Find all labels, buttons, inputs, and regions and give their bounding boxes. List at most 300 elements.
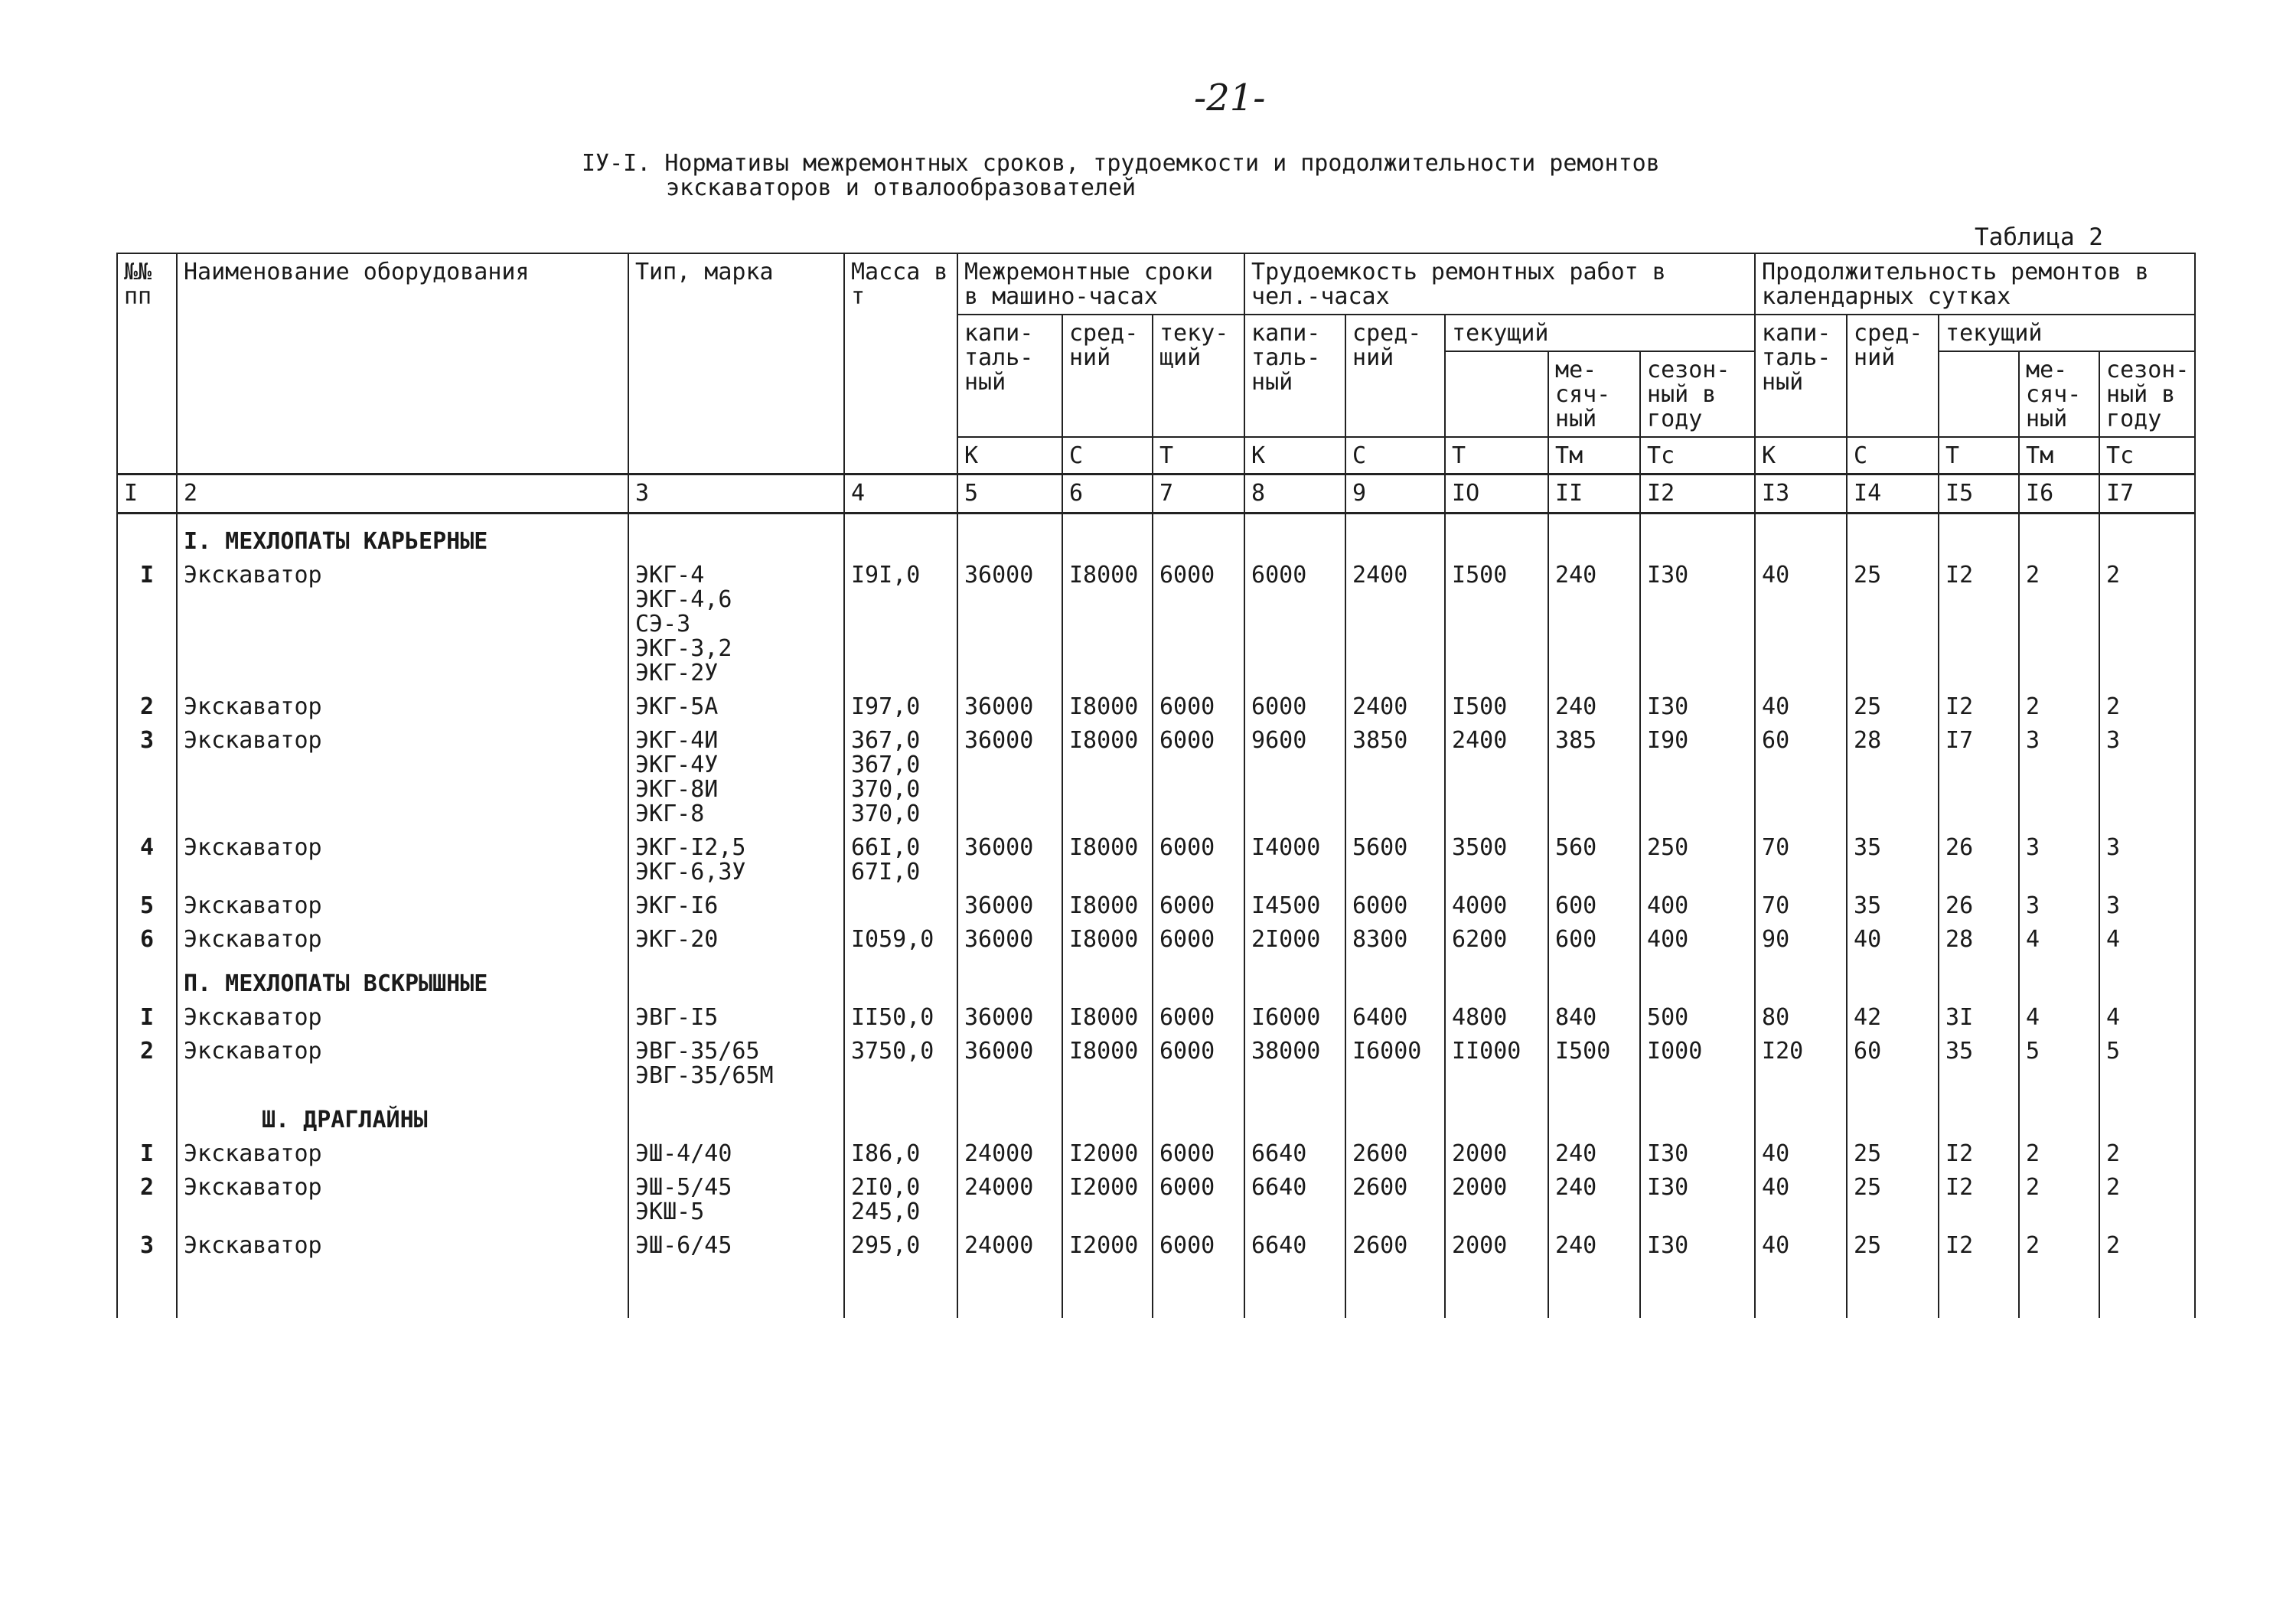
- labor-current: 3500: [1445, 831, 1548, 889]
- empty-cell: [1640, 957, 1755, 1001]
- equipment-name: Экскаватор: [177, 690, 628, 724]
- table-row: [117, 831, 2195, 889]
- empty-cell: [117, 514, 177, 559]
- labor-medium: I6000: [1345, 1035, 1445, 1093]
- empty-cell: [844, 1093, 957, 1137]
- duration-seasonal: 2: [2099, 559, 2195, 690]
- empty-cell: [1640, 1263, 1755, 1318]
- empty-cell: [2099, 514, 2195, 559]
- labor-medium: 2600: [1345, 1171, 1445, 1229]
- header-intervals: Межремонтные сроки в машино-часах: [957, 253, 1244, 315]
- duration-medium: 25: [1847, 1229, 1939, 1263]
- duration-current: 28: [1939, 923, 2019, 957]
- labor-capital: I4500: [1244, 889, 1345, 923]
- interval-capital: 36000: [957, 724, 1062, 831]
- labor-capital: I6000: [1244, 1001, 1345, 1035]
- header-num: №№ пп: [117, 253, 177, 474]
- duration-medium: 25: [1847, 1171, 1939, 1229]
- empty-cell: [1445, 1263, 1548, 1318]
- labor-medium: 6400: [1345, 1001, 1445, 1035]
- empty-cell: [1345, 514, 1445, 559]
- empty-cell: [1548, 514, 1640, 559]
- row-number: I: [117, 559, 177, 690]
- labor-monthly: 600: [1548, 923, 1640, 957]
- empty-cell: [117, 1263, 177, 1318]
- empty-cell: [1244, 1263, 1345, 1318]
- empty-cell: [1062, 1263, 1153, 1318]
- labor-seasonal: 400: [1640, 889, 1755, 923]
- labor-seasonal: I90: [1640, 724, 1755, 831]
- table-row: [117, 1035, 2195, 1093]
- labor-current: I500: [1445, 690, 1548, 724]
- header-mass: Масса в т: [844, 253, 957, 474]
- header-int-medium: сред-ний: [1062, 315, 1153, 437]
- duration-monthly: 2: [2019, 1229, 2099, 1263]
- mass: [844, 889, 957, 923]
- duration-monthly: 2: [2019, 690, 2099, 724]
- sym-t: Т: [1153, 437, 1244, 474]
- title-line-1: IУ-I. Нормативы межремонтных сроков, трудоемкости и продолжительности ремонтов: [582, 150, 1660, 177]
- empty-cell: [844, 514, 957, 559]
- empty-cell: [1847, 514, 1939, 559]
- labor-medium: 3850: [1345, 724, 1445, 831]
- empty-cell: [1939, 514, 2019, 559]
- labor-monthly: 240: [1548, 559, 1640, 690]
- interval-medium: I8000: [1062, 559, 1153, 690]
- row-number: 3: [117, 1229, 177, 1263]
- empty-cell: [1640, 1093, 1755, 1137]
- duration-seasonal: 3: [2099, 889, 2195, 923]
- duration-medium: 25: [1847, 690, 1939, 724]
- header-dur-capital: капи-таль-ный: [1755, 315, 1847, 437]
- mass: 66I,0 67I,0: [844, 831, 957, 889]
- section-row: [117, 514, 2195, 559]
- duration-monthly: 3: [2019, 724, 2099, 831]
- table-bottom-spacer: [117, 1263, 2195, 1318]
- duration-monthly: 2: [2019, 559, 2099, 690]
- duration-seasonal: 2: [2099, 1229, 2195, 1263]
- duration-seasonal: 4: [2099, 1001, 2195, 1035]
- empty-cell: [117, 957, 177, 1001]
- mass: I97,0: [844, 690, 957, 724]
- empty-cell: [1847, 1263, 1939, 1318]
- row-number: 4: [117, 831, 177, 889]
- mass: I059,0: [844, 923, 957, 957]
- table-row: [117, 923, 2195, 957]
- labor-monthly: 560: [1548, 831, 1640, 889]
- interval-medium: I8000: [1062, 724, 1153, 831]
- duration-seasonal: 5: [2099, 1035, 2195, 1093]
- duration-current: I2: [1939, 1229, 2019, 1263]
- empty-cell: [1939, 1093, 2019, 1137]
- col-number: 4: [844, 474, 957, 514]
- duration-capital: 90: [1755, 923, 1847, 957]
- labor-current: 6200: [1445, 923, 1548, 957]
- section-title: П. МЕХЛОПАТЫ ВСКРЫШНЫЕ: [177, 957, 628, 1001]
- equipment-type: ЭВГ-I5: [628, 1001, 844, 1035]
- empty-cell: [1153, 1093, 1244, 1137]
- col-number: 5: [957, 474, 1062, 514]
- duration-medium: 25: [1847, 559, 1939, 690]
- labor-seasonal: I000: [1640, 1035, 1755, 1093]
- labor-seasonal: I30: [1640, 1171, 1755, 1229]
- labor-seasonal: 400: [1640, 923, 1755, 957]
- interval-capital: 36000: [957, 1035, 1062, 1093]
- row-number: 6: [117, 923, 177, 957]
- header-type: Тип, марка: [628, 253, 844, 474]
- header-labor: Трудоемкость ремонтных работ в чел.-часах: [1244, 253, 1755, 315]
- duration-monthly: 4: [2019, 923, 2099, 957]
- duration-current: I7: [1939, 724, 2019, 831]
- sym-tm: Тм: [1548, 437, 1640, 474]
- section-title: Ш. ДРАГЛАЙНЫ: [177, 1093, 628, 1137]
- header-dur-seasonal: сезон-ный в году: [2099, 351, 2195, 437]
- labor-medium: 5600: [1345, 831, 1445, 889]
- empty-cell: [1755, 1093, 1847, 1137]
- equipment-type: ЭВГ-35/65 ЭВГ-35/65М: [628, 1035, 844, 1093]
- interval-current: 6000: [1153, 1171, 1244, 1229]
- col-number: I7: [2099, 474, 2195, 514]
- empty-cell: [1445, 514, 1548, 559]
- labor-capital: 6640: [1244, 1171, 1345, 1229]
- interval-current: 6000: [1153, 831, 1244, 889]
- col-number: I5: [1939, 474, 2019, 514]
- duration-capital: 40: [1755, 1137, 1847, 1171]
- labor-monthly: 240: [1548, 1229, 1640, 1263]
- duration-seasonal: 2: [2099, 690, 2195, 724]
- header-lab-monthly: ме-сяч-ный: [1548, 351, 1640, 437]
- interval-medium: I8000: [1062, 1035, 1153, 1093]
- col-number: 3: [628, 474, 844, 514]
- empty-cell: [1062, 514, 1153, 559]
- mass: I86,0: [844, 1137, 957, 1171]
- sym-c: С: [1345, 437, 1445, 474]
- header-lab-medium: сред-ний: [1345, 315, 1445, 437]
- column-number-row: [117, 474, 2195, 514]
- empty-cell: [2019, 1093, 2099, 1137]
- labor-capital: I4000: [1244, 831, 1345, 889]
- header-dur-medium: сред-ний: [1847, 315, 1939, 437]
- empty-cell: [628, 1093, 844, 1137]
- col-number: 2: [177, 474, 628, 514]
- empty-cell: [844, 957, 957, 1001]
- equipment-name: Экскаватор: [177, 831, 628, 889]
- duration-capital: I20: [1755, 1035, 1847, 1093]
- col-number: II: [1548, 474, 1640, 514]
- col-number: I6: [2019, 474, 2099, 514]
- labor-capital: 6000: [1244, 690, 1345, 724]
- equipment-type: ЭКГ-4 ЭКГ-4,6 СЭ-3 ЭКГ-3,2 ЭКГ-2У: [628, 559, 844, 690]
- interval-medium: I8000: [1062, 889, 1153, 923]
- interval-medium: I8000: [1062, 690, 1153, 724]
- section-title: I. МЕХЛОПАТЫ КАРЬЕРНЫЕ: [177, 514, 628, 559]
- sym-c: С: [1847, 437, 1939, 474]
- empty-cell: [2019, 514, 2099, 559]
- duration-medium: 60: [1847, 1035, 1939, 1093]
- equipment-type: ЭКГ-I2,5 ЭКГ-6,3У: [628, 831, 844, 889]
- col-number: I3: [1755, 474, 1847, 514]
- duration-current: I2: [1939, 1171, 2019, 1229]
- labor-medium: 8300: [1345, 923, 1445, 957]
- empty-cell: [957, 1263, 1062, 1318]
- labor-seasonal: 500: [1640, 1001, 1755, 1035]
- mass: I9I,0: [844, 559, 957, 690]
- empty-cell: [1548, 1263, 1640, 1318]
- interval-capital: 36000: [957, 690, 1062, 724]
- equipment-type: ЭШ-6/45: [628, 1229, 844, 1263]
- repair-norms-table: [116, 253, 2196, 1318]
- empty-cell: [1640, 514, 1755, 559]
- labor-medium: 2400: [1345, 559, 1445, 690]
- empty-cell: [957, 514, 1062, 559]
- empty-cell: [2099, 1263, 2195, 1318]
- interval-current: 6000: [1153, 724, 1244, 831]
- sym-t: Т: [1939, 437, 2019, 474]
- row-number: 2: [117, 1171, 177, 1229]
- interval-medium: I2000: [1062, 1229, 1153, 1263]
- interval-capital: 36000: [957, 1001, 1062, 1035]
- empty-cell: [1244, 1093, 1345, 1137]
- duration-capital: 40: [1755, 1171, 1847, 1229]
- duration-monthly: 3: [2019, 889, 2099, 923]
- col-number: I4: [1847, 474, 1939, 514]
- duration-medium: 28: [1847, 724, 1939, 831]
- mass: 2I0,0 245,0: [844, 1171, 957, 1229]
- duration-capital: 80: [1755, 1001, 1847, 1035]
- mass: 3750,0: [844, 1035, 957, 1093]
- empty-cell: [1345, 1093, 1445, 1137]
- labor-current: I500: [1445, 559, 1548, 690]
- sym-tc: Тс: [2099, 437, 2195, 474]
- table-row: [117, 690, 2195, 724]
- duration-current: I2: [1939, 1137, 2019, 1171]
- duration-medium: 35: [1847, 889, 1939, 923]
- title-line-2: экскаваторов и отвалообразователей: [666, 174, 1137, 201]
- labor-current: 2400: [1445, 724, 1548, 831]
- duration-current: 35: [1939, 1035, 2019, 1093]
- header-int-current: теку-щий: [1153, 315, 1244, 437]
- header-dur-current: текущий: [1939, 315, 2195, 351]
- equipment-name: Экскаватор: [177, 559, 628, 690]
- empty-cell: [1153, 1263, 1244, 1318]
- labor-current: 4800: [1445, 1001, 1548, 1035]
- labor-monthly: 240: [1548, 1137, 1640, 1171]
- mass: II50,0: [844, 1001, 957, 1035]
- empty-cell: [844, 1263, 957, 1318]
- labor-seasonal: I30: [1640, 559, 1755, 690]
- table-row: [117, 889, 2195, 923]
- empty-cell: [117, 1093, 177, 1137]
- header-duration: Продолжительность ремонтов в календарных сутках: [1755, 253, 2195, 315]
- interval-current: 6000: [1153, 1001, 1244, 1035]
- labor-capital: 6000: [1244, 559, 1345, 690]
- empty-cell: [957, 1093, 1062, 1137]
- sym-tm: Тм: [2019, 437, 2099, 474]
- table-body: [117, 474, 2195, 1319]
- interval-capital: 24000: [957, 1171, 1062, 1229]
- section-row: [117, 1093, 2195, 1137]
- interval-capital: 36000: [957, 831, 1062, 889]
- duration-current: I2: [1939, 559, 2019, 690]
- duration-current: 26: [1939, 831, 2019, 889]
- table-row: [117, 1171, 2195, 1229]
- labor-medium: 6000: [1345, 889, 1445, 923]
- equipment-name: Экскаватор: [177, 1171, 628, 1229]
- row-number: 5: [117, 889, 177, 923]
- col-number: 9: [1345, 474, 1445, 514]
- empty-cell: [2099, 1093, 2195, 1137]
- duration-monthly: 2: [2019, 1137, 2099, 1171]
- duration-monthly: 4: [2019, 1001, 2099, 1035]
- empty-cell: [1244, 514, 1345, 559]
- duration-seasonal: 3: [2099, 724, 2195, 831]
- empty-cell: [2019, 1263, 2099, 1318]
- header-lab-t-blank: [1445, 351, 1548, 437]
- duration-capital: 70: [1755, 831, 1847, 889]
- labor-monthly: 240: [1548, 690, 1640, 724]
- labor-monthly: I500: [1548, 1035, 1640, 1093]
- empty-cell: [1445, 1093, 1548, 1137]
- empty-cell: [628, 514, 844, 559]
- duration-seasonal: 3: [2099, 831, 2195, 889]
- empty-cell: [1847, 957, 1939, 1001]
- row-number: I: [117, 1001, 177, 1035]
- duration-capital: 40: [1755, 690, 1847, 724]
- labor-capital: 6640: [1244, 1229, 1345, 1263]
- page-number: -21-: [1194, 77, 1266, 119]
- equipment-name: Экскаватор: [177, 889, 628, 923]
- labor-capital: 9600: [1244, 724, 1345, 831]
- labor-current: 2000: [1445, 1137, 1548, 1171]
- duration-current: 3I: [1939, 1001, 2019, 1035]
- interval-medium: I8000: [1062, 831, 1153, 889]
- interval-capital: 36000: [957, 559, 1062, 690]
- interval-capital: 36000: [957, 889, 1062, 923]
- duration-medium: 25: [1847, 1137, 1939, 1171]
- row-number: 2: [117, 690, 177, 724]
- empty-cell: [1755, 514, 1847, 559]
- duration-monthly: 5: [2019, 1035, 2099, 1093]
- empty-cell: [1939, 1263, 2019, 1318]
- header-dur-t-blank: [1939, 351, 2019, 437]
- duration-medium: 35: [1847, 831, 1939, 889]
- interval-capital: 36000: [957, 923, 1062, 957]
- labor-current: II000: [1445, 1035, 1548, 1093]
- labor-medium: 2400: [1345, 690, 1445, 724]
- empty-cell: [1062, 957, 1153, 1001]
- empty-cell: [1755, 957, 1847, 1001]
- duration-capital: 70: [1755, 889, 1847, 923]
- duration-monthly: 3: [2019, 831, 2099, 889]
- empty-cell: [1153, 514, 1244, 559]
- interval-capital: 24000: [957, 1137, 1062, 1171]
- interval-current: 6000: [1153, 923, 1244, 957]
- duration-seasonal: 2: [2099, 1171, 2195, 1229]
- equipment-type: ЭКГ-I6: [628, 889, 844, 923]
- equipment-type: ЭКГ-4И ЭКГ-4У ЭКГ-8И ЭКГ-8: [628, 724, 844, 831]
- header-lab-capital: капи-таль-ный: [1244, 315, 1345, 437]
- equipment-name: Экскаватор: [177, 923, 628, 957]
- labor-medium: 2600: [1345, 1229, 1445, 1263]
- labor-monthly: 600: [1548, 889, 1640, 923]
- table-row: [117, 559, 2195, 690]
- empty-cell: [1755, 1263, 1847, 1318]
- header-dur-monthly: ме-сяч-ный: [2019, 351, 2099, 437]
- header-name: Наименование оборудования: [177, 253, 628, 474]
- labor-current: 4000: [1445, 889, 1548, 923]
- table-row: [117, 724, 2195, 831]
- row-number: I: [117, 1137, 177, 1171]
- duration-medium: 40: [1847, 923, 1939, 957]
- col-number: 6: [1062, 474, 1153, 514]
- labor-monthly: 240: [1548, 1171, 1640, 1229]
- empty-cell: [1548, 1093, 1640, 1137]
- empty-cell: [1548, 957, 1640, 1001]
- table-row: [117, 1001, 2195, 1035]
- duration-seasonal: 2: [2099, 1137, 2195, 1171]
- duration-capital: 40: [1755, 559, 1847, 690]
- col-number: 8: [1244, 474, 1345, 514]
- empty-cell: [2019, 957, 2099, 1001]
- empty-cell: [1345, 957, 1445, 1001]
- equipment-type: ЭКГ-5А: [628, 690, 844, 724]
- sym-k: К: [1755, 437, 1847, 474]
- sym-k: К: [957, 437, 1062, 474]
- empty-cell: [1445, 957, 1548, 1001]
- interval-medium: I2000: [1062, 1171, 1153, 1229]
- duration-current: I2: [1939, 690, 2019, 724]
- labor-medium: 2600: [1345, 1137, 1445, 1171]
- header-int-capital: капи-таль-ный: [957, 315, 1062, 437]
- empty-cell: [1345, 1263, 1445, 1318]
- col-number: I2: [1640, 474, 1755, 514]
- duration-capital: 60: [1755, 724, 1847, 831]
- empty-cell: [177, 1263, 628, 1318]
- labor-seasonal: I30: [1640, 1229, 1755, 1263]
- equipment-name: Экскаватор: [177, 1001, 628, 1035]
- interval-current: 6000: [1153, 1137, 1244, 1171]
- interval-medium: I2000: [1062, 1137, 1153, 1171]
- labor-seasonal: I30: [1640, 690, 1755, 724]
- table-row: [117, 1229, 2195, 1263]
- row-number: 2: [117, 1035, 177, 1093]
- equipment-name: Экскаватор: [177, 1137, 628, 1171]
- empty-cell: [628, 1263, 844, 1318]
- duration-current: 26: [1939, 889, 2019, 923]
- equipment-name: Экскаватор: [177, 724, 628, 831]
- equipment-type: ЭШ-5/45 ЭКШ-5: [628, 1171, 844, 1229]
- sym-k: К: [1244, 437, 1345, 474]
- labor-monthly: 840: [1548, 1001, 1640, 1035]
- equipment-name: Экскаватор: [177, 1229, 628, 1263]
- duration-medium: 42: [1847, 1001, 1939, 1035]
- header-lab-seasonal: сезон-ный в году: [1640, 351, 1755, 437]
- interval-capital: 24000: [957, 1229, 1062, 1263]
- duration-monthly: 2: [2019, 1171, 2099, 1229]
- interval-current: 6000: [1153, 1229, 1244, 1263]
- empty-cell: [1062, 1093, 1153, 1137]
- empty-cell: [1847, 1093, 1939, 1137]
- col-number: 7: [1153, 474, 1244, 514]
- labor-capital: 2I000: [1244, 923, 1345, 957]
- labor-current: 2000: [1445, 1171, 1548, 1229]
- row-number: 3: [117, 724, 177, 831]
- empty-cell: [628, 957, 844, 1001]
- interval-medium: I8000: [1062, 1001, 1153, 1035]
- equipment-type: ЭШ-4/40: [628, 1137, 844, 1171]
- labor-seasonal: I30: [1640, 1137, 1755, 1171]
- labor-capital: 38000: [1244, 1035, 1345, 1093]
